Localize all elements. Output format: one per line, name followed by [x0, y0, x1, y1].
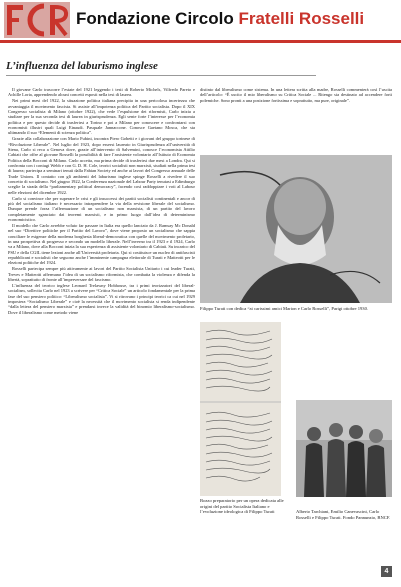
group-photo	[296, 400, 392, 497]
photo-caption: Alberto Tarchiani, Emilio Canevascini, Carlo Rosselli e Filippo Turati. Fondo Pannunzio, BNCF.	[296, 509, 391, 520]
section-rule	[6, 75, 316, 76]
paragraph: Il giovane Carlo trascorre l’estate del 1921 leggendo i testi di Roberto Michels, Vilfredo Pareto e Achille Loria, apprendendo alcuni concetti esposti nella tesi di laurea.	[8, 87, 195, 98]
photo-caption: Bozzo preparatorio per un opera dedicata alle origini del partito Socialista Italiano e l’evoluzione ideologica di Filippo Turati	[200, 498, 284, 515]
article-column-right	[200, 87, 392, 104]
paragraph: distinto dal liberalismo come sistema. In una lettera scritta alla madre, Rosselli commenterà così l’uscita dell’articolo: “È uscito il mio liberalismo su Critica Sociale ... Ritengo sia destinato ad accendere forti polemiche. Sono pronti a una posizione fortissima e soprattutto, ma pure, originale”.	[200, 87, 392, 103]
paragraph: Nei primi mesi del 1922, la situazione politica italiana precipita in una pericolosa incertezza che avvantaggia il movimento fascista. Si assiste all’impotenza politica del Partito socialista. Dopo il XIX Congresso socialista di Milano (ottobre 1922), che vede l’espulsione dei riformisti, Carlo inizia a studiare per la sua seconda tesi di laurea in giurisprudenza. Egli sente forte l’interesse per l’economia politica e per questo decide di trasferirsi a Torino e poi a Milano per conoscere e confrontarsi con economisti illustri quali Luigi Einaudi. Pasquale Jannaccone. Conosce Gaetano Mosca, che sta ultimando il suo “Elementi di scienza politica”.	[8, 98, 195, 136]
manuscript-image	[200, 322, 281, 496]
page-header	[0, 0, 401, 40]
paragraph: L’influenza del teorico inglese Leonard Trelawny Hobhouse, tra i primi teorizzatori del liberal-socialism, sollecita Carlo nel 1923 a scrivere per “Critica Sociale” un articolo fondamentale per la prima fase del suo pensiero politico: “Liberalismo socialista”. Vi si ritrovano i principi teorici ca cui nel 1929 impostera “Socialismo Liberale” e cioè la necessità che il movimento socialista si renda indipendente “dalla lettera del pensiero marxista” e prendarsi invece la validità del binomio liberalismo-socialismo. Dove il liberalismo come metodo viene	[8, 282, 195, 315]
article-column-left	[8, 87, 195, 316]
section-title: L’influenza del laburismo inglese	[6, 60, 158, 72]
page-title: Fondazione Circolo Fratelli Rosselli	[76, 9, 365, 28]
paragraph: Rosselli partecipa sempre più attivamente ai lavori del Partito Socialista Unitario i cui leader Turati, Treves e Matteotti affermano l’idea di un socialismo riformista, che combatta la violenza e difenda la libertà, soprattutto di fronte all’imperversare del fascismo.	[8, 266, 195, 282]
paragraph: Grazie alla collaborazione con Mario Fubini, incontra Piero Gobetti e i giovani del gruppo torinese di “Rivoluzione Liberale”. Nel luglio del 1923, dopo essersi laureato in Giurisprudenza all’università di Siena, Carlo si reca a Genova dove, grazie all’intervento di Salvemini, conosce l’economista Attilio Cabiati che offre al giovane Rosselli la possibilità di fare l’assistente volontario all’Istituto di Economia Politica della Bocconi di Milano. Carlo accetta, ma prima decide di trasferirsi due mesi a Londra. Qui si confronta con i coniugi Webb e con G. D. H. Cole, teorici socialisti non marxisti, studiati nella prima tesi di laurea; partecipa a seminari tenuti dalla Fabian Society ed anche ai lavori del Congresso annuale delle Trade Unions. Il contatto con gli ambienti del laburismo inglese spinge Rosselli a rivedere il suo concetto di socialismo. Nel giugno 1922, la Conferenza nazionale del Labour Party tenutasi a Edimburgo sceglie la strada della “parliamentary political democracy”, facendo così raddoppiare i voti al Labour nelle elezioni del dicembre 1922.	[8, 136, 195, 195]
header-rule	[0, 40, 401, 43]
turati-portrait-photo	[200, 155, 392, 303]
paragraph: Il modello che Carlo avrebbe voluto far passare in Italia era quello lanciato da J. Ramsay Mc Donald nel suo “Direttive politiche per il Partito del Lavoro”, dove viene proposto un socialismo che sappia conciliare le esigenze della moderna borghesia liberal-democratica con quelle del movimento proletario, in una prospettiva di progresso e secondo un modello liberale. Nell’inverno tra il 1923 e il 1924, Carlo va a Milano, dove alla Bocconi inizia la sua esperienza di assistente volontario di Cabiati. Su incarico del PSU e della CGIL tiene lezioni anche all’Università proletaria. Qui si costituisce un nucleo di antifascisti repubblicani e socialisti che seguono anche l’imminente campagna elettorale di Turati e Matteotti per le elezioni politiche del 1924.	[8, 222, 195, 266]
page-number: 4	[381, 566, 392, 577]
paragraph: Carlo si convince che per superare le crisi e gli insuccessi dei partiti socialisti continentali e ancor di più del socialismo italiano è necessario intraprendere la via della revisione liberale del socialismo. Dunque prende forza l’affermazione di un socialismo non marxista, di un partito del lavoro completamente sganciato dai teoremi marxisti, e in primo luogo dall’idea di determinismo economicistico.	[8, 195, 195, 223]
fcr-logo	[4, 2, 70, 38]
photo-caption: Filippo Turati con dedica “ai carissimi amici Marion e Carlo Rosselli”, Parigi ottobre 1930.	[200, 306, 369, 311]
